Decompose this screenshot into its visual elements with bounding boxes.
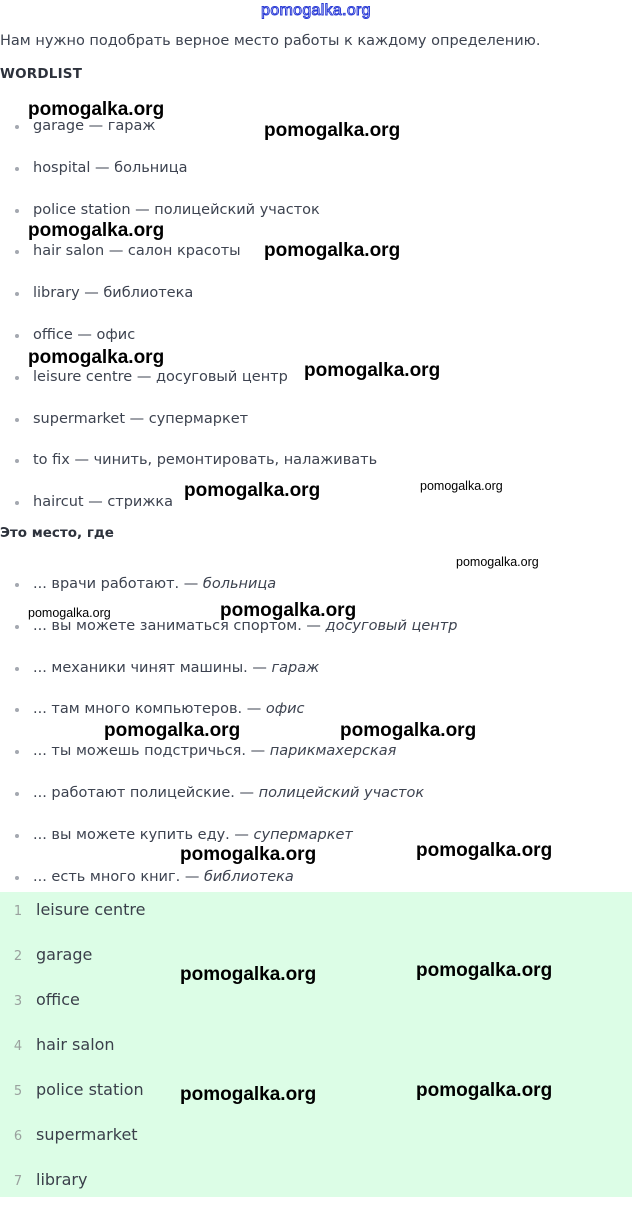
task-instruction: Нам нужно подобрать верное место работы к каждому определению. [0,33,541,49]
wordlist-item: haircut — стрижка [0,492,377,534]
wordlist-item: hair salon — салон красоты [0,241,377,283]
watermark: pomogalka.org [184,480,321,501]
watermark: pomogalka.org [220,600,357,621]
definition-item [0,658,457,700]
definition-answer: полицейский участок [258,784,425,801]
answer-row [0,990,146,1035]
wordlist-item: leisure centre — досуговый центр [0,367,377,409]
answer-text: supermarket [36,1125,138,1144]
place-heading: Это место, где [0,525,114,541]
definition-text: ... врачи работают. — [33,576,203,592]
definition-text: ... работают полицейские. — [33,784,259,801]
watermark: pomogalka.org [180,964,317,985]
watermark: pomogalka.org [264,120,401,141]
answer-number: 4 [13,1039,23,1054]
watermark: pomogalka.org [28,606,111,620]
answer-number: 5 [13,1084,23,1099]
watermark: pomogalka.org [416,1080,553,1101]
watermark: pomogalka.org [340,720,477,741]
answers-list [0,900,146,1215]
answers-panel [0,892,632,1197]
wordlist-item: police station — полицейский участок [0,200,377,242]
answer-number: 3 [13,994,23,1009]
watermark: pomogalka.org [416,840,553,861]
answer-number: 1 [13,904,23,919]
answer-text: hair salon [36,1035,115,1054]
answer-row [0,945,146,990]
answer-number: 6 [13,1129,23,1144]
watermark: pomogalka.org [420,479,503,493]
wordlist-item: hospital — больница [0,158,377,200]
answer-text: police station [36,1080,144,1099]
wordlist [0,116,377,534]
answer-number: 2 [13,949,23,964]
answer-row [0,1035,146,1080]
watermark: pomogalka.org [180,844,317,865]
definition-answer: парикмахерская [269,743,397,760]
answer-text: leisure centre [36,900,146,919]
definition-answer: библиотека [203,868,294,885]
watermark: pomogalka.org [28,99,165,120]
definition-answer: офис [265,701,305,718]
answer-text: office [36,990,80,1009]
wordlist-item: supermarket — супермаркет [0,409,377,451]
definition-item [0,783,457,825]
definition-text: ... ты можешь подстричься. — [33,743,270,760]
answer-row [0,1080,146,1125]
definition-text: ... там много компьютеров. — [33,701,266,718]
watermark: pomogalka.org [416,960,553,981]
definition-item [0,616,457,658]
definition-text: ... вы можете заниматься спортом. — [33,617,326,634]
watermark: pomogalka.org [104,720,241,741]
wordlist-item: office — офис [0,325,377,367]
watermark: pomogalka.org [180,1084,317,1105]
definition-text: ... вы можете купить еду. — [33,826,254,843]
definition-text: ... есть много книг. — [33,868,204,885]
definition-answer: досуговый центр [325,617,458,634]
watermark: pomogalka.org [264,240,401,261]
answer-row [0,900,146,945]
answer-row [0,1170,146,1215]
answer-row [0,1125,146,1170]
answer-number: 7 [13,1174,23,1189]
definition-answer: супермаркет [253,826,353,843]
definition-answer: больница [202,576,277,592]
wordlist-heading: WORDLIST [0,66,83,82]
definition-item [0,741,457,783]
wordlist-item: library — библиотека [0,283,377,325]
definition-answer: гараж [271,659,320,676]
wordlist-item: garage — гараж [0,116,377,158]
answer-text: garage [36,945,93,964]
answer-text: library [36,1170,88,1189]
watermark: pomogalka.org [456,555,539,569]
wordlist-item: to fix — чинить, ремонтировать, налаживать [0,450,377,492]
watermark: pomogalka.org [28,220,165,241]
definition-text: ... механики чинят машины. — [33,659,272,676]
site-header-logo: pomogalka.org [261,2,371,19]
watermark: pomogalka.org [304,360,441,381]
watermark: pomogalka.org [28,347,165,368]
